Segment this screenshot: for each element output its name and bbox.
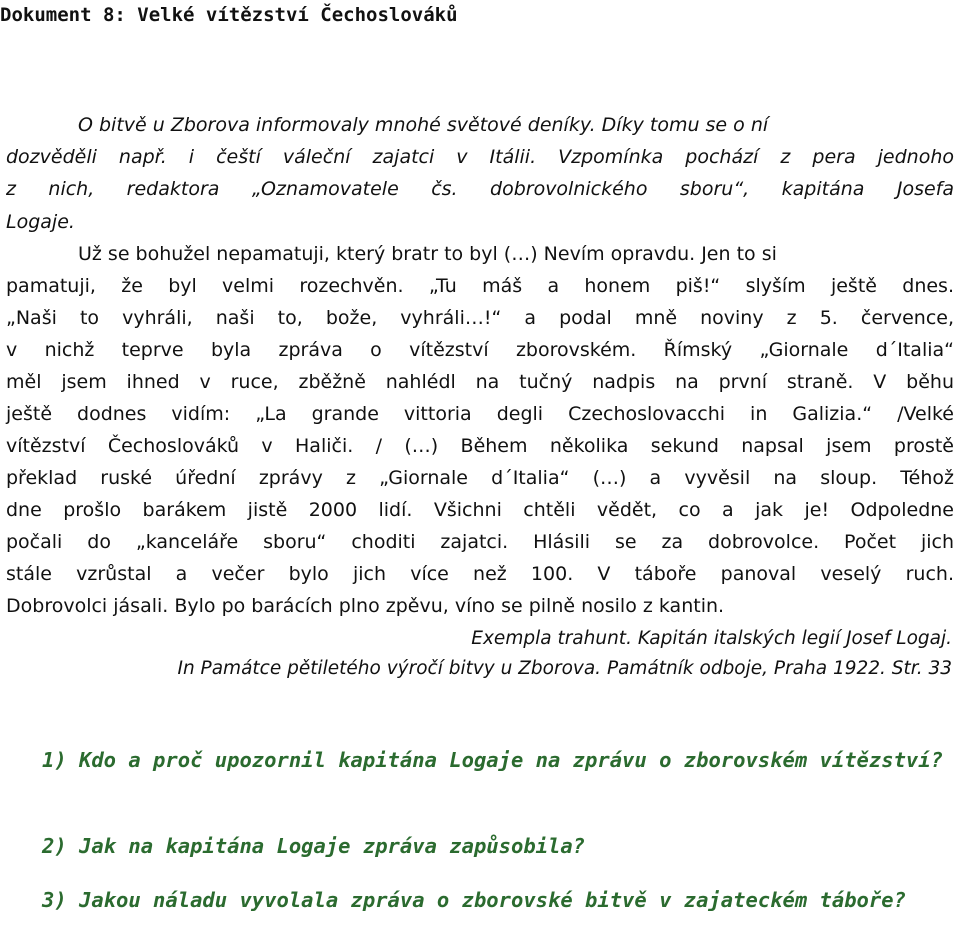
source-citation-line1: Exempla trahunt. Kapitán italských legií Josef Logaj. [471, 628, 952, 649]
body-line: O bitvě u Zborova informovaly mnohé světové deníky. Díky tomu se o ní [78, 114, 769, 136]
question-number: 1) [42, 748, 67, 772]
body-line: ještě dodnes vidím: „La grande vittoria degli Czechoslovacchi in Galizia.“ /Velké [6, 403, 954, 425]
body-line: dne prošlo barákem jistě 2000 lidí. Všichni chtěli vědět, co a jak je! Odpoledne [6, 499, 954, 521]
body-line: stále vzrůstal a večer bylo jich více než 100. V táboře panoval veselý ruch. [6, 563, 954, 585]
body-line: Dobrovolci jásali. Bylo po barácích plno zpěvu, víno se pilně nosilo z kantin. [6, 595, 725, 617]
body-line: dozvěděli např. i čeští váleční zajatci v Itálii. Vzpomínka pochází z pera jednoho [6, 146, 954, 168]
body-line: počali do „kanceláře sboru“ choditi zajatci. Hlásili se za dobrovolce. Počet jich [6, 531, 954, 553]
question-item-1 [42, 745, 956, 775]
body-line: v nichž teprve byla zpráva o vítězství zborovském. Římský „Giornale d´Italia“ [6, 339, 954, 361]
question-text: Kdo a proč upozornil kapitána Logaje na zprávu o zborovském vítězství? [79, 748, 943, 772]
question-text: Jakou náladu vyvolala zpráva o zborovské bitvě v zajateckém táboře? [79, 888, 906, 912]
question-number: 3) [42, 888, 67, 912]
body-line: měl jsem ihned v ruce, zběžně nahlédl na tučný nadpis na první straně. V běhu [6, 371, 954, 393]
document-title: Dokument 8: Velké vítězství Čechoslováků [0, 4, 458, 26]
body-line: z nich, redaktora „Oznamovatele čs. dobrovolnického sboru“, kapitána Josefa [6, 178, 954, 200]
body-line: „Naši to vyhráli, naši to, bože, vyhráli…!“ a podal mně noviny z 5. července, [6, 307, 954, 329]
body-line: pamatuji, že byl velmi rozechvěn. „Tu máš a honem piš!“ slyším ještě dnes. [6, 275, 954, 297]
body-line: překlad ruské úřední zprávy z „Giornale d´Italia“ (…) a vyvěsil na sloup. Téhož [6, 467, 954, 489]
source-citation-line2: In Památce pětiletého výročí bitvy u Zborova. Památník odboje, Praha 1922. Str. 33 [177, 658, 952, 679]
body-line: Už se bohužel nepamatuji, který bratr to byl (…) Nevím opravdu. Jen to si [78, 243, 777, 265]
question-item-2 [42, 831, 956, 861]
body-line: Logaje. [6, 211, 75, 233]
question-item-3 [42, 885, 956, 915]
question-number: 2) [42, 834, 67, 858]
question-text: Jak na kapitána Logaje zpráva zapůsobila? [79, 834, 586, 858]
body-line: vítězství Čechoslováků v Haliči. / (…) Během několika sekund napsal jsem prostě [6, 435, 954, 457]
